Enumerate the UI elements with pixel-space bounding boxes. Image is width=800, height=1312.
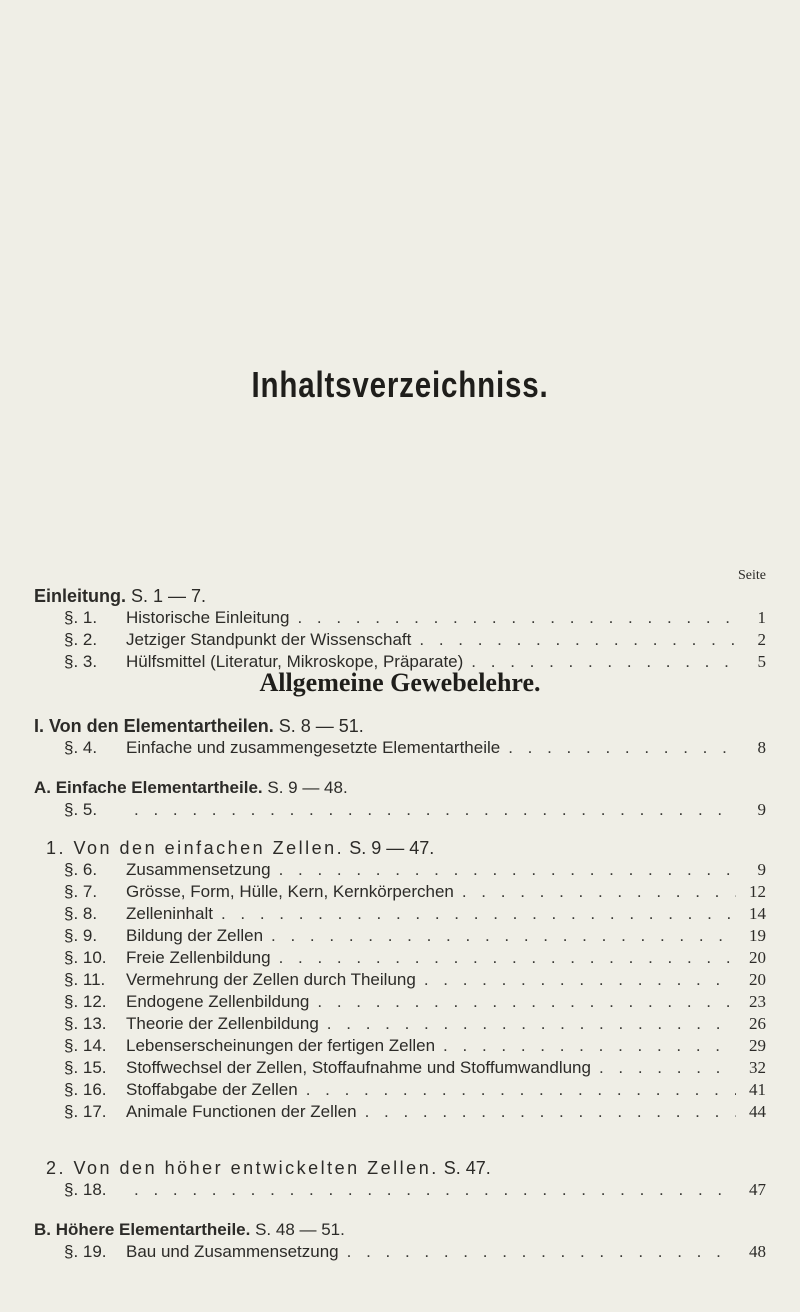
- entry-page: 8: [757, 738, 766, 757]
- toc-entry: [64, 860, 766, 882]
- entry-title: Bau und Zusammensetzung: [126, 1242, 339, 1261]
- entry-page: 29: [749, 1036, 766, 1055]
- entry-number: §. 4.: [64, 738, 98, 757]
- leader-dots: [508, 738, 736, 758]
- sub1-label: 1. Von den einfachen Zellen.: [46, 838, 345, 858]
- page-column-label: Seite: [738, 568, 766, 583]
- leader-dots: [599, 1058, 736, 1078]
- leader-dots: [462, 882, 736, 902]
- entry-number: §. 14.: [64, 1036, 107, 1055]
- entry-number: §. 7.: [64, 882, 98, 901]
- entry-page: 1: [757, 608, 766, 627]
- entry-page: 9: [757, 800, 766, 819]
- entry-number: §. 18.: [64, 1180, 107, 1199]
- entry-title: Hülfsmittel (Literatur, Mikroskope, Präparate): [126, 652, 464, 671]
- entry-page: 41: [749, 1080, 766, 1099]
- entry-number: §. 19.: [64, 1242, 107, 1261]
- entry-title: Einfache und zusammengesetzte Elementartheile: [126, 738, 501, 757]
- sub1-range: S. 9 — 47.: [349, 838, 435, 858]
- entry-number: §. 5.: [64, 800, 98, 819]
- entry-page: 9: [757, 860, 766, 879]
- leader-dots: [419, 630, 736, 650]
- leader-dots: [443, 1036, 736, 1056]
- entry-title: Grösse, Form, Hülle, Kern, Kernkörperchen: [126, 882, 454, 901]
- entry-title: Animale Functionen der Zellen: [126, 1102, 357, 1121]
- toc-entry: [64, 970, 766, 992]
- leader-dots: [317, 992, 736, 1012]
- page-title: Inhaltsverzeichniss.: [251, 364, 549, 405]
- toc-entry: [64, 738, 766, 760]
- entry-page: 20: [749, 948, 766, 967]
- entry-title: Zusammensetzung: [126, 860, 271, 879]
- part1-heading: [34, 716, 364, 737]
- entry-number: §. 10.: [64, 948, 107, 967]
- entry-title: Stoffwechsel der Zellen, Stoffaufnahme und Stoffumwandlung: [126, 1058, 591, 1077]
- sub2-range: S. 47.: [443, 1158, 491, 1178]
- entry-number: §. 6.: [64, 860, 98, 879]
- partB-range: S. 48 — 51.: [255, 1220, 345, 1239]
- entry-page: 26: [749, 1014, 766, 1033]
- section-title: Allgemeine Gewebelehre.: [259, 668, 541, 697]
- einleitung-heading: [34, 586, 206, 607]
- sub1-heading: [46, 838, 434, 859]
- entry-title: Endogene Zellenbildung: [126, 992, 310, 1011]
- entry-page: 19: [749, 926, 766, 945]
- toc-entry: [64, 992, 766, 1014]
- entry-number: §. 11.: [64, 970, 106, 989]
- entry-title: Theorie der Zellenbildung: [126, 1014, 319, 1033]
- entry-title: Freie Zellenbildung: [126, 948, 271, 967]
- entry-title: Zelleninhalt: [126, 904, 213, 923]
- leader-dots: [365, 1102, 736, 1122]
- leader-dots: [297, 608, 736, 628]
- entry-page: 20: [749, 970, 766, 989]
- toc-entry: [64, 1180, 766, 1202]
- entry-page: 5: [757, 652, 766, 671]
- toc-entry: [64, 1102, 766, 1124]
- leader-dots: [221, 904, 736, 924]
- entry-page: 48: [749, 1242, 766, 1261]
- entry-number: §. 3.: [64, 652, 98, 671]
- entry-number: §. 16.: [64, 1080, 107, 1099]
- toc-entry: [64, 630, 766, 652]
- toc-entry: [64, 608, 766, 630]
- partB-label: B. Höhere Elementartheile.: [34, 1220, 251, 1239]
- entry-page: 12: [749, 882, 766, 901]
- part1-range: S. 8 — 51.: [278, 716, 364, 736]
- entry-page: 44: [749, 1102, 766, 1121]
- entry-title: Vermehrung der Zellen durch Theilung: [126, 970, 416, 989]
- toc-entry: [64, 1080, 766, 1102]
- leader-dots: [306, 1080, 736, 1100]
- entry-page: 14: [749, 904, 766, 923]
- einleitung-range: S. 1 — 7.: [131, 586, 207, 606]
- sub2-heading: [46, 1158, 491, 1179]
- leader-dots: [134, 800, 736, 820]
- leader-dots: [327, 1014, 736, 1034]
- entry-page: 47: [749, 1180, 766, 1199]
- leader-dots: [347, 1242, 736, 1262]
- einleitung-label: Einleitung.: [34, 586, 126, 606]
- toc-entry: [64, 882, 766, 904]
- entry-number: §. 1.: [64, 608, 98, 627]
- entry-number: §. 13.: [64, 1014, 107, 1033]
- toc-entry: [64, 1014, 766, 1036]
- leader-dots: [424, 970, 736, 990]
- leader-dots: [279, 860, 736, 880]
- toc-entry: [64, 926, 766, 948]
- entry-page: 23: [749, 992, 766, 1011]
- toc-entry: [64, 800, 766, 822]
- partA-label: A. Einfache Elementartheile.: [34, 778, 263, 797]
- entry-number: §. 17.: [64, 1102, 107, 1121]
- part1-label: I. Von den Elementartheilen.: [34, 716, 274, 736]
- entry-title: Stoffabgabe der Zellen: [126, 1080, 298, 1099]
- partB-heading: [34, 1220, 345, 1240]
- sub2-label: 2. Von den höher entwickelten Zellen.: [46, 1158, 439, 1178]
- leader-dots: [279, 948, 736, 968]
- entry-title: Historische Einleitung: [126, 608, 290, 627]
- toc-entry: [64, 904, 766, 926]
- entry-title: Jetziger Standpunkt der Wissenschaft: [126, 630, 412, 649]
- entry-title: Bildung der Zellen: [126, 926, 264, 945]
- entry-number: §. 15.: [64, 1058, 107, 1077]
- entry-title: Lebenserscheinungen der fertigen Zellen: [126, 1036, 436, 1055]
- leader-dots: [134, 1180, 736, 1200]
- entry-number: §. 12.: [64, 992, 107, 1011]
- entry-number: §. 9.: [64, 926, 98, 945]
- partA-heading: [34, 778, 348, 798]
- partA-range: S. 9 — 48.: [267, 778, 348, 797]
- entry-page: 32: [749, 1058, 766, 1077]
- leader-dots: [271, 926, 736, 946]
- toc-entry: [64, 948, 766, 970]
- entry-number: §. 2.: [64, 630, 98, 649]
- entry-page: 2: [757, 630, 766, 649]
- toc-entry: [64, 1058, 766, 1080]
- toc-entry: [64, 1036, 766, 1058]
- toc-entry: [64, 1242, 766, 1264]
- entry-number: §. 8.: [64, 904, 98, 923]
